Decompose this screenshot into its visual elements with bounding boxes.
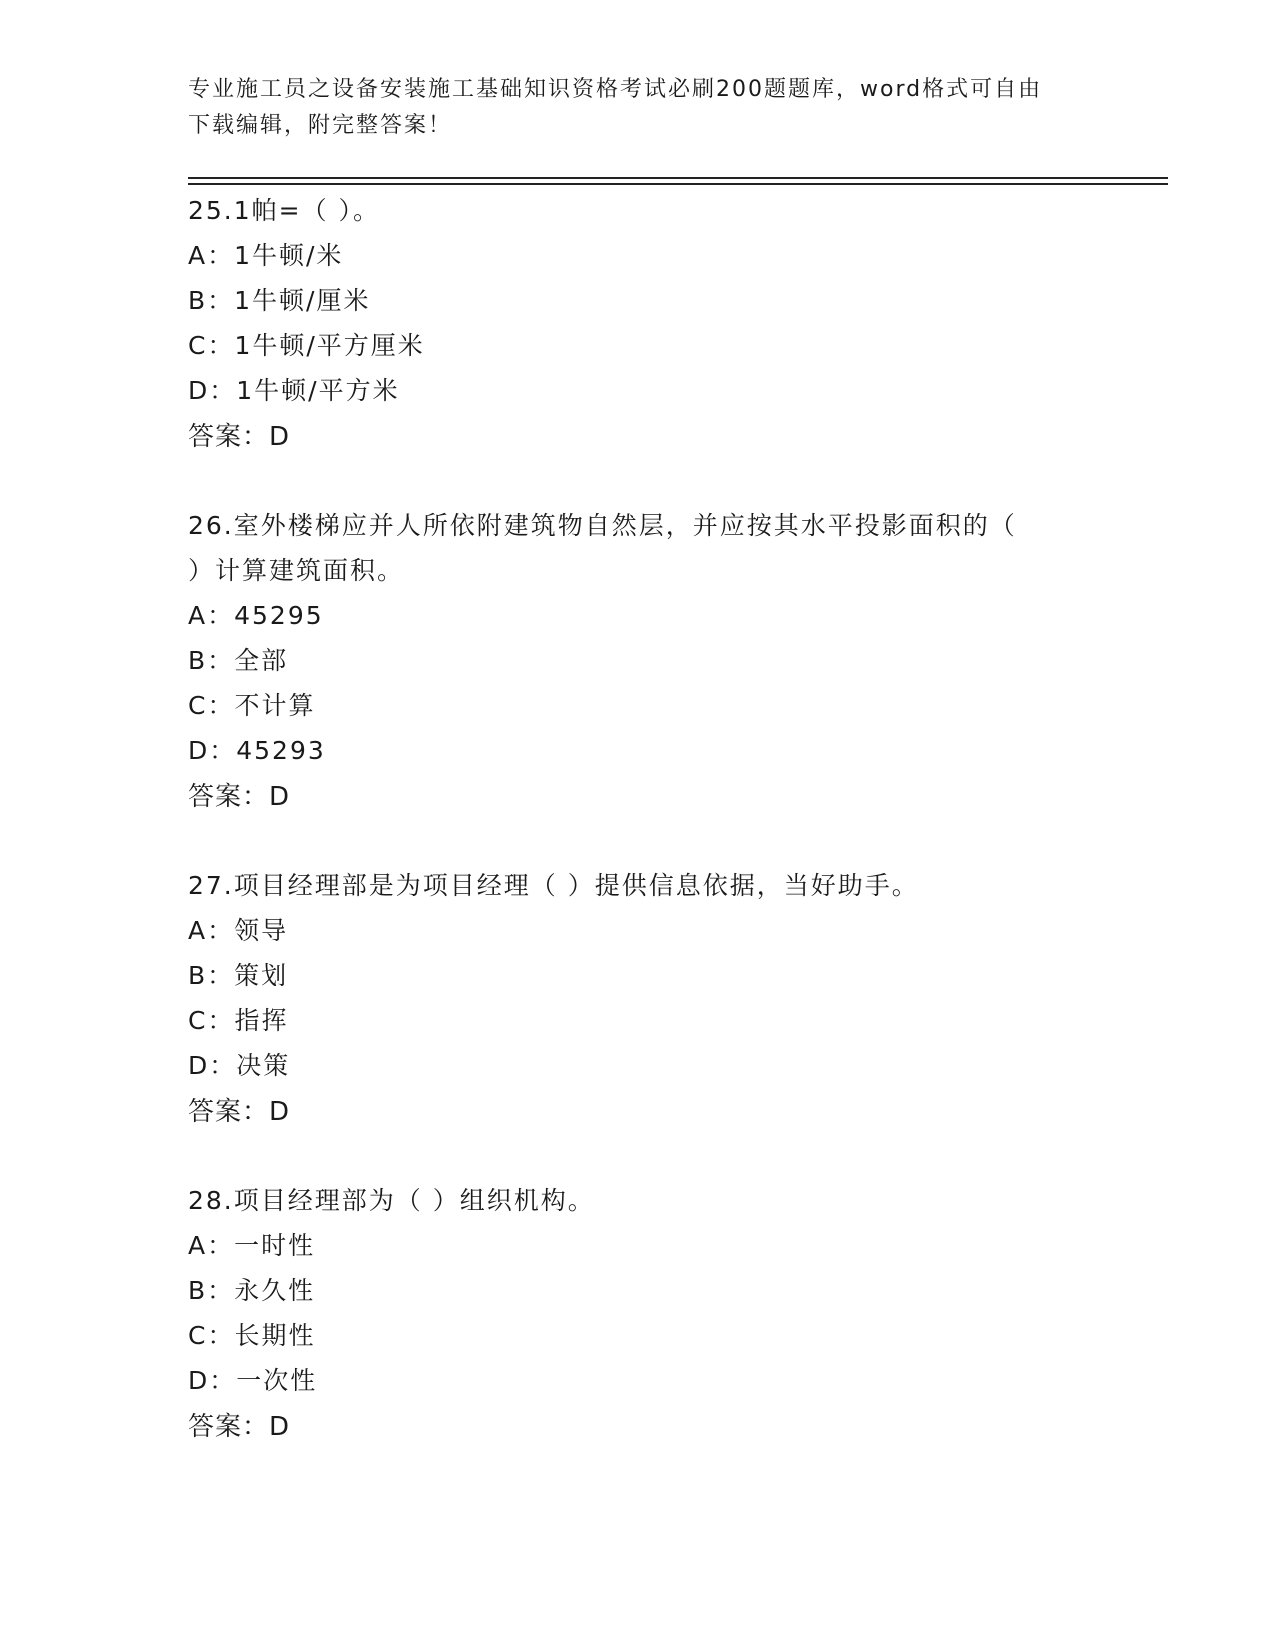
header-divider-bottom bbox=[188, 183, 1168, 185]
question-27-stem: 27.项目经理部是为项目经理（ ）提供信息依据，当好助手。 bbox=[188, 871, 919, 900]
question-28-option-c: C：长期性 bbox=[188, 1321, 316, 1350]
question-26-answer: 答案：D bbox=[188, 782, 291, 812]
question-25-answer: 答案：D bbox=[188, 422, 291, 452]
question-25-option-d: D：1牛顿/平方米 bbox=[188, 376, 400, 405]
question-25-stem: 25.1帕=（ ）。 bbox=[188, 196, 381, 225]
question-28-answer: 答案：D bbox=[188, 1412, 291, 1442]
question-26-stem-line-2: ）计算建筑面积。 bbox=[188, 556, 405, 585]
header-line-2: 下载编辑，附完整答案！ bbox=[188, 113, 453, 138]
question-26-option-d: D：45293 bbox=[188, 736, 326, 765]
question-25-option-c: C：1牛顿/平方厘米 bbox=[188, 331, 425, 360]
question-27-option-b: B：策划 bbox=[188, 961, 289, 990]
question-27-option-c: C：指挥 bbox=[188, 1006, 289, 1035]
question-26-option-a: A：45295 bbox=[188, 601, 324, 630]
question-28-option-a: A：一时性 bbox=[188, 1231, 316, 1260]
question-28-option-d: D：一次性 bbox=[188, 1366, 318, 1395]
question-28-option-b: B：永久性 bbox=[188, 1276, 316, 1305]
document-header bbox=[188, 72, 1068, 144]
header-line-1: 专业施工员之设备安装施工基础知识资格考试必刷200题题库，word格式可自由 bbox=[188, 77, 1043, 102]
question-27-answer: 答案：D bbox=[188, 1097, 291, 1127]
question-25-option-a: A：1牛顿/米 bbox=[188, 241, 344, 270]
header-divider-top bbox=[188, 177, 1168, 179]
question-27-option-a: A：领导 bbox=[188, 916, 289, 945]
question-28-stem: 28.项目经理部为（ ）组织机构。 bbox=[188, 1186, 595, 1215]
question-25-option-b: B：1牛顿/厘米 bbox=[188, 286, 371, 315]
question-26-option-c: C：不计算 bbox=[188, 691, 316, 720]
question-26-stem-line-1: 26.室外楼梯应并人所依附建筑物自然层，并应按其水平投影面积的（ bbox=[188, 511, 1017, 540]
question-26-option-b: B：全部 bbox=[188, 646, 289, 675]
question-27-option-d: D：决策 bbox=[188, 1051, 291, 1080]
